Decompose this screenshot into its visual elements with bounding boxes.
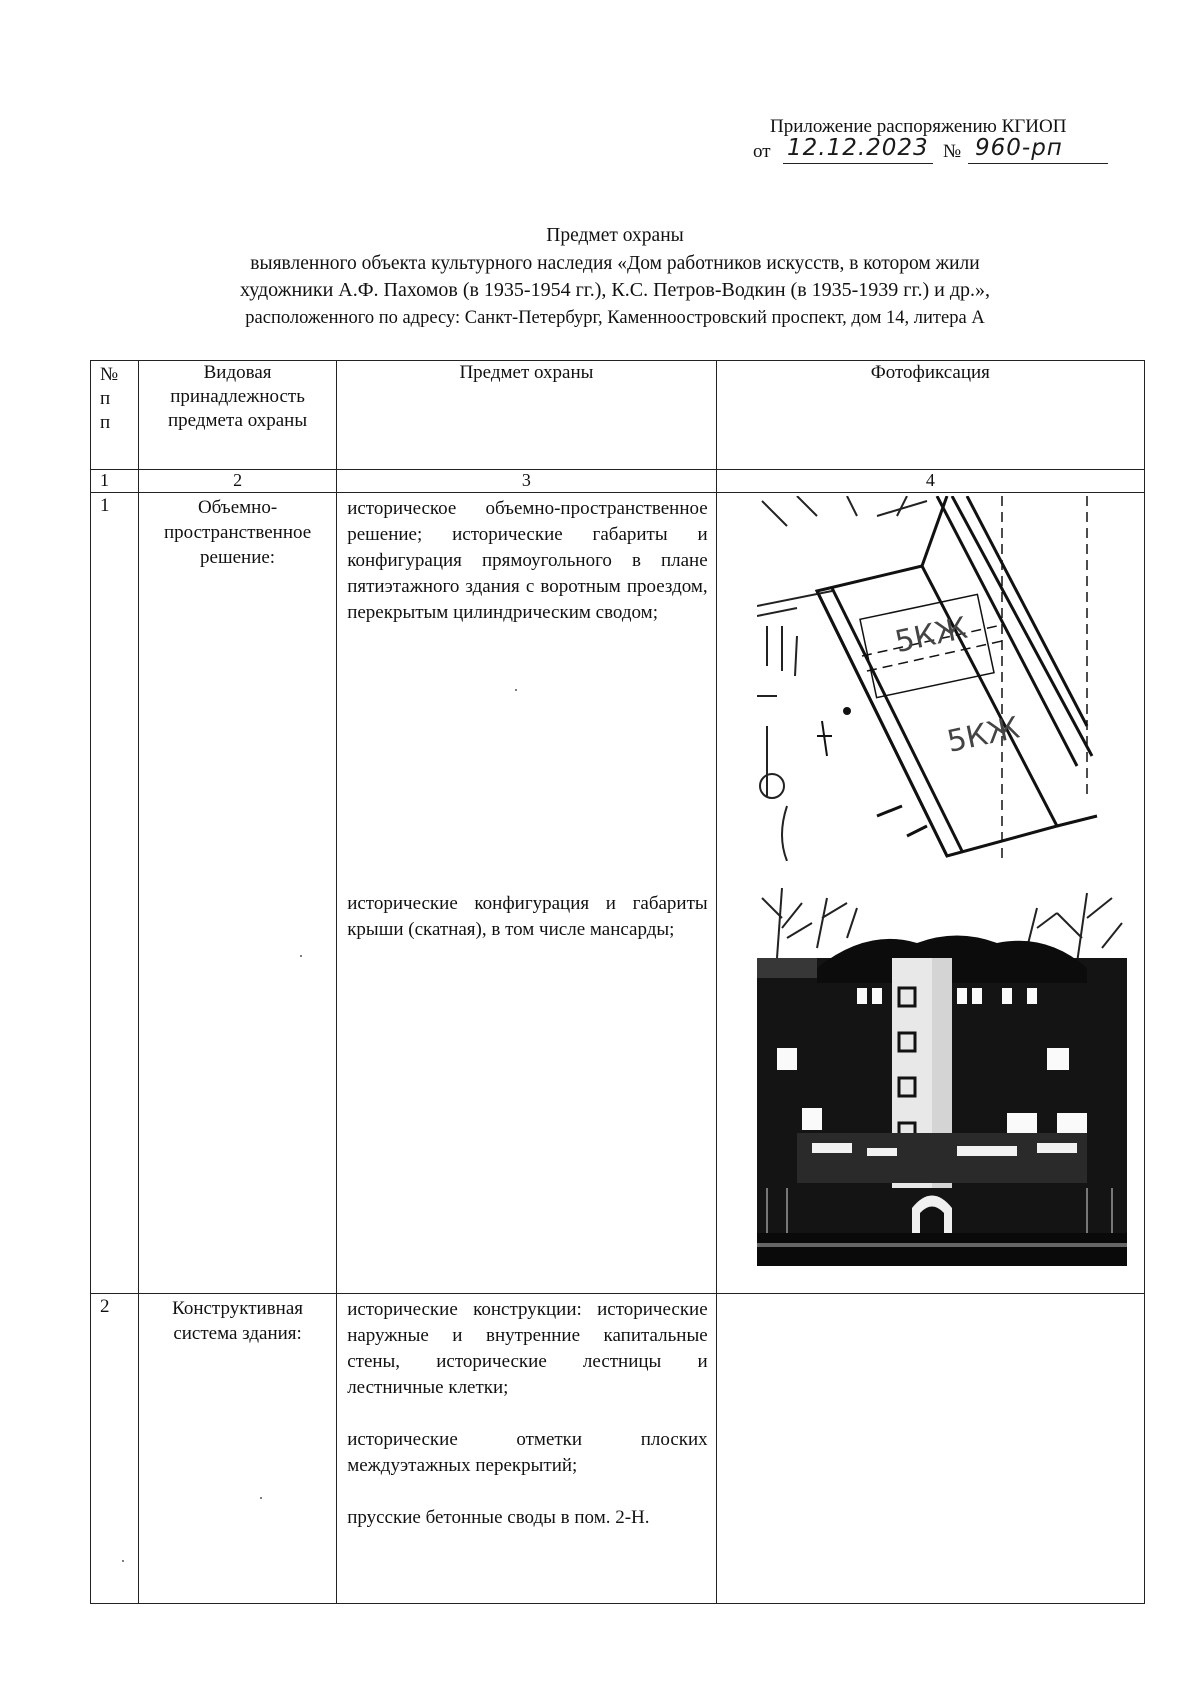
subject-item: прусские бетонные своды в пом. 2-Н. <box>347 1507 650 1528</box>
kind-line: система здания: <box>173 1323 302 1344</box>
row-kind <box>138 493 336 1294</box>
header-col-subject: Предмет охраны <box>337 361 716 470</box>
subject-item: исторические конфигурация и габариты крыши (скатная), в том числе мансарды; <box>347 893 708 940</box>
header-col-photo: Фотофиксация <box>716 361 1144 470</box>
scan-speck <box>300 955 302 957</box>
kind-line: решение: <box>200 547 276 568</box>
subject-item: исторические конструкции: исторические наружные и внутренние капитальные стены, исторические лестницы и лестничные клетки; <box>347 1299 708 1398</box>
header-col-kind <box>138 361 336 470</box>
paragraph-gap <box>347 1401 707 1427</box>
row-index: 2 <box>91 1294 139 1604</box>
header-kind-line-1: Видовая <box>203 362 272 383</box>
document-title <box>90 222 1140 332</box>
row-subject <box>337 493 716 1294</box>
protection-table <box>90 360 1145 1604</box>
header-kind-line-3: предмета охраны <box>168 410 308 431</box>
table-row <box>91 493 1145 1294</box>
kind-line: пространственное <box>163 522 312 543</box>
row-index: 1 <box>91 493 139 1294</box>
header-num-p1: п <box>100 388 111 409</box>
number-sign: № <box>943 141 962 162</box>
order-number: 960-рп <box>975 135 1063 161</box>
row-subject <box>337 1294 716 1604</box>
scan-speck <box>515 689 517 691</box>
paragraph-gap <box>347 1479 707 1505</box>
title-line-3: художники А.Ф. Пахомов (в 1935-1954 гг.), К.С. Петров-Водкин (в 1935-1939 гг.) и др.», <box>240 279 990 301</box>
header-col-number <box>91 361 139 470</box>
column-number: 4 <box>716 470 1144 493</box>
header-num-sign: № <box>100 364 119 385</box>
table-row <box>91 1294 1145 1604</box>
title-line-2: выявленного объекта культурного наследия «Дом работников искусств, в котором жили <box>250 252 980 274</box>
order-date: 12.12.2023 <box>787 135 929 161</box>
table-header-row <box>91 361 1145 470</box>
column-number: 1 <box>91 470 139 493</box>
facade-photo <box>757 888 1127 1266</box>
subject-item: исторические отметки плоских междуэтажных перекрытий; <box>347 1429 708 1476</box>
number-underline <box>968 163 1108 164</box>
scan-speck <box>260 1497 262 1499</box>
row-photo-empty <box>716 1294 1144 1604</box>
order-line <box>753 135 1063 163</box>
title-line-1: Предмет охраны <box>546 225 684 246</box>
date-prefix: от <box>753 141 771 162</box>
kind-line: Объемно- <box>197 497 278 518</box>
header-num-p2: п <box>100 412 111 433</box>
column-number: 2 <box>138 470 336 493</box>
column-number: 3 <box>337 470 716 493</box>
title-line-4: расположенного по адресу: Санкт-Петербург, Каменноостровский проспект, дом 14, литера А <box>245 307 985 328</box>
subject-item: историческое объемно-пространственное решение; исторические габариты и конфигурация прямоугольного в плане пятиэтажного здания с воротным проездом, перекрытым цилиндрическим сводом; <box>347 498 708 623</box>
kind-line: Конструктивная <box>172 1298 303 1319</box>
row-photo <box>716 493 1144 1294</box>
date-underline <box>783 163 933 164</box>
column-numbering-row <box>91 470 1145 493</box>
row-kind <box>138 1294 336 1604</box>
plan-label-2: 5КЖ <box>943 710 1023 760</box>
site-plan-image <box>757 496 1127 861</box>
scan-speck <box>122 1560 124 1562</box>
header-kind-line-2: принадлежность <box>170 386 305 407</box>
plan-label-1: 5КЖ <box>891 610 971 661</box>
annex-line: Приложение распоряжению КГИОП <box>770 116 1067 137</box>
